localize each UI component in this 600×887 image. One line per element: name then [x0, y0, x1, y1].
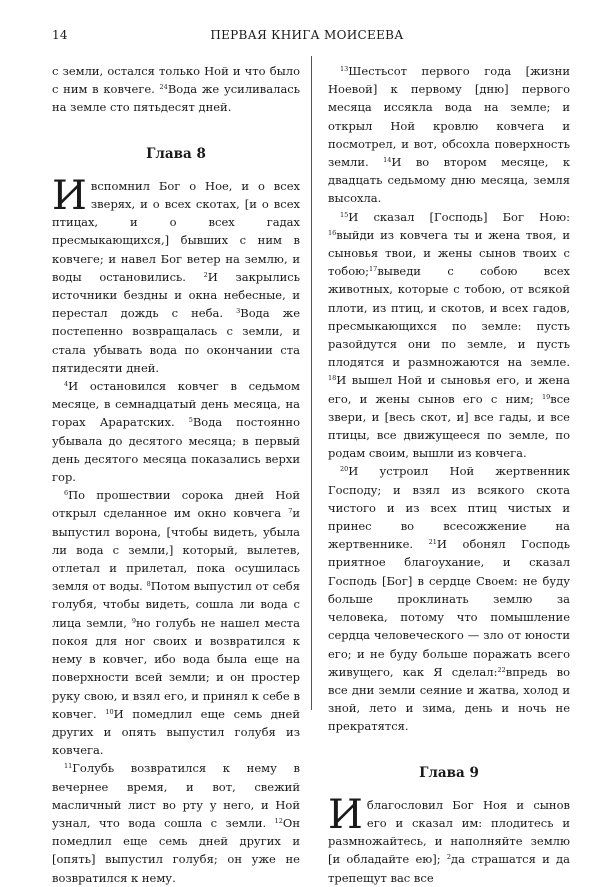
verse-text: Голубь возвратился к нему в вечернее время, и вот, свежий масличный лист во рту у него, и Ной узнал, что вода сошла с земли.	[52, 761, 300, 830]
paragraph	[328, 62, 570, 208]
verse-number: 10	[105, 707, 114, 716]
verse-text: Вода постоянно убывала до десятого месяца; в первый день десятого месяца показались верхи гор.	[52, 415, 301, 485]
column-divider	[311, 56, 312, 710]
chapter-heading: Глава 9	[419, 764, 479, 781]
verse-number: 24	[159, 83, 168, 92]
paragraph	[328, 462, 570, 735]
paragraph	[52, 486, 300, 759]
verse-text: И устроил Ной жертвенник Господу; и взял из всякого скота чистого и из всех птиц чистых и принес во всесожжение на жертвеннике.	[328, 464, 570, 552]
verse-text: да страшатся и да трепещут вас все	[328, 852, 570, 885]
verse-text: благословил Бог Ноя и сынов его и сказал им: плодитесь и размножайтесь, и наполняйте землю [и обладайте ею];	[328, 797, 570, 867]
page-number: 14	[52, 28, 68, 42]
verse-number: 21	[428, 538, 437, 547]
verse-text: Вода же постепенно возвращалась с земли, и стала убывать вода по окончании ста пятидесяти дней.	[52, 306, 301, 375]
paragraph	[52, 759, 300, 886]
verse-number: 15	[340, 210, 349, 219]
verse-text: с земли, остался только Ной и что было с ним в ковчеге.	[52, 64, 300, 97]
verse-text: выведи с собою всех животных, которые с тобою, от всякой плоти, из птиц, и скотов, и всех гадов, пресмыкающихся по земле: пусть разойдутся они по земле, и пусть плодятся и размножаются на земле.	[328, 264, 570, 370]
verse-text: но голубь не нашел места покоя для ног своих и возвратился к нему в ковчег, ибо вода была еще на поверхности всей земли; и он простер руку свою, и взял его, и принял к себе в ковчег.	[52, 615, 300, 721]
verse-number: 16	[328, 228, 337, 237]
verse-text: И закрылись источники бездны и окна небесные, и перестал дождь с неба.	[52, 269, 300, 321]
verse-text: Он помедлил еще семь дней других и [опять] выпустил голубя; он уже не возвратился к нему.	[52, 815, 300, 885]
paragraph	[328, 791, 570, 887]
verse-text: По прошествии сорока дней Ной открыл сделанное им окно ковчега	[52, 488, 300, 521]
verse-number: 17	[369, 265, 378, 274]
right-column	[328, 62, 570, 887]
chapter-heading: Глава 8	[146, 145, 206, 162]
paragraph	[52, 172, 301, 377]
drop-cap: И	[328, 791, 363, 838]
paragraph	[52, 377, 300, 486]
verse-number: 7	[288, 507, 293, 516]
paragraph	[328, 208, 570, 463]
verse-text: Шестьсот первого года [жизни Ноевой] к первому [дню] первого месяца иссякла вода на земле; и открыл Ной кровлю ковчега и посмотрел, и вот, обсохла поверхность земли.	[328, 64, 570, 170]
verse-number: 9	[131, 616, 137, 625]
verse-text: Вода же усиливалась на земле сто пятьдесят дней.	[52, 82, 300, 115]
verse-number: 2	[203, 270, 208, 279]
verse-number: 14	[383, 156, 392, 165]
verse-number: 20	[340, 465, 349, 474]
verse-number: 4	[64, 380, 69, 389]
paragraph	[52, 62, 300, 117]
verse-number: 13	[340, 65, 349, 73]
verse-number: 12	[274, 816, 283, 825]
verse-text: Потом выпустил от себя голубя, чтобы видеть, сошла ли вода с лица земли,	[52, 579, 300, 630]
verse-text: И остановился ковчег в седьмом месяце, в семнадцатый день месяца, на горах Араратских.	[52, 379, 300, 430]
verse-number: 22	[497, 665, 506, 674]
verse-number: 18	[328, 374, 337, 383]
verse-number: 11	[64, 762, 73, 771]
verse-text: И обонял Господь приятное благоухание, и сказал Господь [Бог] в сердце Своем: не буду больше проклинать землю за человека, потому что помышление сердца человеческого — зло от юности его; и не буду больше поражать всего живущего, как Я сделал:	[328, 537, 571, 679]
drop-cap: И	[52, 172, 87, 219]
page-header	[52, 28, 562, 46]
verse-text: вспомнил Бог о Ное, и о всех зверях, и о всех скотах, [и о всех птицах, и о всех гадах пресмыкающихся,] бывших с ним в ковчеге; и навел Бог ветер на землю, и воды остановились.	[52, 178, 300, 284]
verse-number: 5	[188, 416, 193, 425]
verse-text: И помедлил еще семь дней других и опять выпустил голубя из ковчега.	[52, 706, 300, 758]
running-title: ПЕРВАЯ КНИГА МОИСЕЕВА	[210, 28, 404, 42]
verse-number: 8	[146, 580, 151, 589]
verse-text: И вышел Ной и сыновья его, и жена его, и жены сынов его с ним;	[328, 373, 570, 406]
verse-text: все звери, и [весь скот, и] все гады, и все птицы, все движущееся по земле, по родам своим, вышли из ковчега.	[328, 391, 570, 461]
verse-number: 2	[446, 853, 452, 862]
verse-number: 6	[64, 489, 69, 498]
verse-text: и выпустил ворона, [чтобы видеть, убыла ли вода с земли,] который, вылетев, отлетал и прилетал, пока осушилась земля от воды.	[52, 506, 300, 594]
verse-number: 3	[236, 307, 241, 316]
verse-text: впредь во все дни земли сеяние и жатва, холод и зной, лето и зима, день и ночь не прекратятся.	[328, 664, 571, 734]
verse-text: И во втором месяце, к двадцать седьмому дню месяца, земля высохла.	[328, 155, 571, 206]
left-column	[52, 62, 300, 887]
verse-text: выйди из ковчега ты и жена твоя, и сыновья твои, и жены сынов твоих с тобою;	[328, 227, 570, 279]
verse-number: 19	[541, 392, 551, 401]
verse-text: И сказал [Господь] Бог Ною:	[348, 209, 570, 224]
